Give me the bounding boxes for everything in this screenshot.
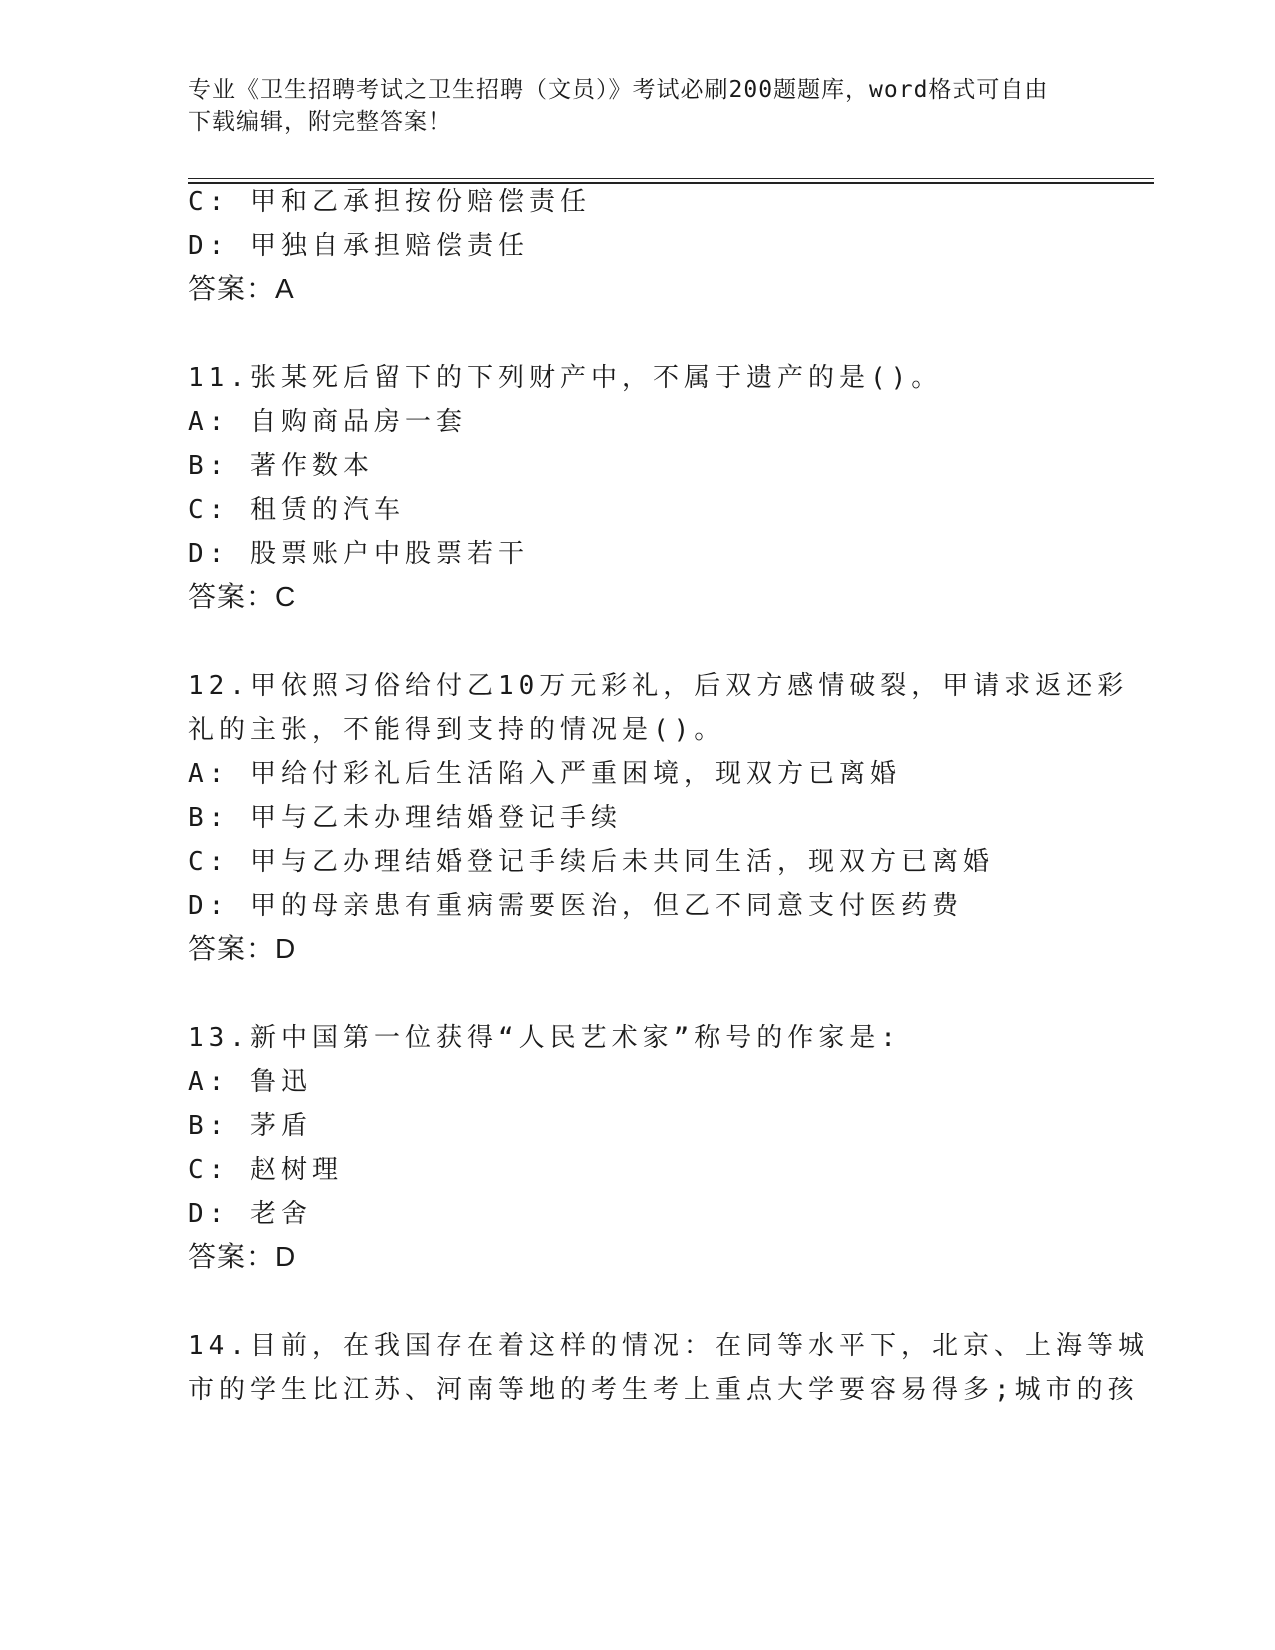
q12-stem-line1: 12.甲依照习俗给付乙10万元彩礼，后双方感情破裂，甲请求返还彩 bbox=[188, 671, 1129, 701]
q10-answer: 答案：A bbox=[188, 273, 295, 304]
q12-option-b: B: 甲与乙未办理结婚登记手续 bbox=[188, 803, 622, 833]
q12-option-d: D: 甲的母亲患有重病需要医治，但乙不同意支付医药费 bbox=[188, 891, 963, 921]
q13-option-b: B: 茅盾 bbox=[188, 1111, 312, 1141]
q11-option-c: C: 租赁的汽车 bbox=[188, 495, 405, 525]
q13-option-d: D: 老舍 bbox=[188, 1199, 312, 1229]
q13-answer: 答案：D bbox=[188, 1241, 297, 1272]
header-divider-thick bbox=[188, 182, 1154, 184]
q12-answer: 答案：D bbox=[188, 933, 297, 964]
q11-stem: 11.张某死后留下的下列财产中，不属于遗产的是()。 bbox=[188, 363, 943, 393]
q14-stem-line2: 市的学生比江苏、河南等地的考生考上重点大学要容易得多;城市的孩 bbox=[188, 1375, 1139, 1405]
q12-stem-line2: 礼的主张，不能得到支持的情况是()。 bbox=[188, 715, 726, 745]
q10-option-d: D: 甲独自承担赔偿责任 bbox=[188, 231, 529, 261]
q13-option-c: C: 赵树理 bbox=[188, 1155, 343, 1185]
q12-option-c: C: 甲与乙办理结婚登记手续后未共同生活，现双方已离婚 bbox=[188, 847, 994, 877]
q11-option-d: D: 股票账户中股票若干 bbox=[188, 539, 529, 569]
q11-option-a: A: 自购商品房一套 bbox=[188, 407, 467, 437]
q11-answer: 答案：C bbox=[188, 581, 297, 612]
header-divider-thin bbox=[188, 178, 1154, 179]
q13-option-a: A: 鲁迅 bbox=[188, 1067, 312, 1097]
q12-option-a: A: 甲给付彩礼后生活陷入严重困境，现双方已离婚 bbox=[188, 759, 901, 789]
q10-option-c: C: 甲和乙承担按份赔偿责任 bbox=[188, 187, 591, 217]
q11-option-b: B: 著作数本 bbox=[188, 451, 374, 481]
q13-stem: 13.新中国第一位获得“人民艺术家”称号的作家是: bbox=[188, 1023, 901, 1053]
document-header: 专业《卫生招聘考试之卫生招聘（文员）》考试必刷200题题库，word格式可自由下载编辑，附完整答案！ bbox=[188, 77, 1049, 135]
q14-stem-line1: 14.目前，在我国存在着这样的情况：在同等水平下，北京、上海等城 bbox=[188, 1331, 1149, 1361]
